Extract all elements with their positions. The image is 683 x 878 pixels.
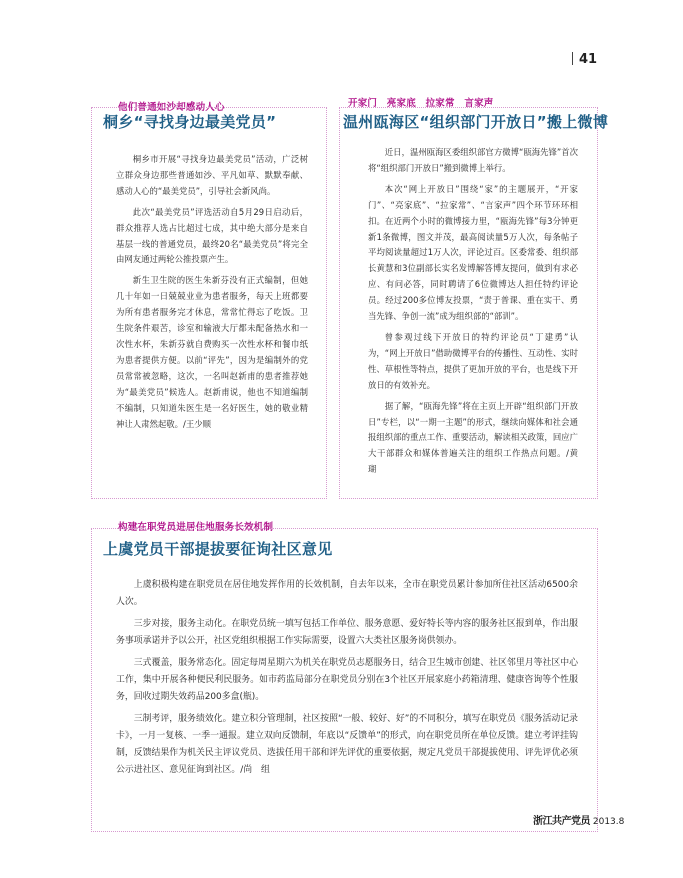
magazine-footer [533, 812, 624, 827]
left-article-body [116, 152, 308, 432]
bottom-article-kicker: 构建在职党员进居住地服务长效机制 [118, 522, 274, 533]
right-article-kicker: 开家门 亮家底 拉家常 言家声 [348, 98, 494, 109]
right-article-title: 温州瓯海区“组织部门开放日”搬上微博 [343, 113, 609, 131]
right-paragraph: 据了解，“瓯海先锋”将在主页上开辟“组织部门开放日”专栏，以“一期一主题”的形式，继续向媒体和社会通报组织部的重点工作、重要活动，解读相关政策，回应广大干部群众和媒体普遍关注的组织工作热点问题。/黄 瑚 [368, 400, 587, 475]
bottom-paragraph: 三制考评，服务绩效化。建立积分管理制，社区按照“一般、较好、好”的不同积分，填写在职党员《服务活动记录卡》，一月一复核、一季一通报。建立双向反馈制，年底以“反馈单”的形式，向在职党员所在单位反馈。建立考评挂钩制，反馈结果作为机关民主评议党员、选拔任用干部和评先评优的重要依据，规定凡党员干部提拔使用、评先评优必须公示进社区、意见征询到社区。/尚 组 [116, 714, 578, 775]
bottom-article-body [116, 577, 578, 779]
issue-number: 2013.8 [592, 817, 625, 827]
left-paragraph: 此次“最美党员”评选活动自5月29日启动后，群众推荐人选占比超过七成，其中绝大部分是来自基层一线的普通党员，最终20名“最美党员”将完全由网友通过两轮公推投票产生。 [116, 206, 308, 265]
magazine-logo: 浙江共产党员 [533, 816, 590, 827]
left-paragraph: 桐乡市开展“寻找身边最美党员”活动，广泛树立群众身边那些普通如沙、平凡如草、默默奉献、感动人心的“最美党员”，引导社会新风尚。 [116, 154, 308, 196]
bottom-paragraph: 三式覆盖，服务常态化。固定每周星期六为机关在职党员志愿服务日，结合卫生城市创建、社区邻里月等社区中心工作，集中开展各种便民利民服务。如市药监局部分在职党员分别在3个社区开展家庭小药箱清理、健康咨询等个性服务，回收过期失效药品200多盒(瓶)。 [116, 658, 578, 702]
right-paragraph: 曾参观过线下开放日的特约评论员“丁建勇”认为，“网上开放日”借助微博平台的传播性、互动性、实时性、草根性等特点，提供了更加开放的平台，也是线下开放日的有效补充。 [368, 331, 578, 390]
left-article-kicker: 他们普通如沙却感动人心 [118, 102, 225, 113]
bottom-paragraph: 上虞积极构建在职党员在居住地发挥作用的长效机制，自去年以来，全市在职党员累计参加所住社区活动6500余人次。 [116, 580, 578, 607]
bottom-article-title: 上虞党员干部提拔要征询社区意见 [103, 540, 333, 558]
right-paragraph: 近日，温州瓯海区委组织部官方微博“瓯海先锋”首次将“组织部门开放日”搬到微博上举行。 [368, 147, 578, 173]
right-paragraph: 本次“网上开放日”围绕“家”的主题展开，“开家门”、“亮家底”、“拉家常”、“言家声”四个环节环环相扣。在近两个小时的微博接力里，“瓯海先锋”每3分钟更新1条微博，图文并茂，最高阅读量5万人次，每条帖子平均阅读量超过1万人次，评论过百。区委常委、组织部长黄慧和3位副部长实名发博解答博友提问，做到有求必应、有问必答，同时聘请了6位微博达人担任特约评论员。经过200多位博友投票，“责于普课、重在实干、勇当先锋、争创一流”成为组织部的“部训”。 [368, 183, 578, 322]
bottom-paragraph: 三步对接，服务主动化。在职党员统一填写包括工作单位、服务意愿、爱好特长等内容的服务社区报到单，作出服务事项承诺并予以公开，社区党组织根据工作实际需要，设置六大类社区服务岗供领办。 [116, 619, 578, 646]
left-article-title: 桐乡“寻找身边最美党员” [103, 113, 277, 131]
left-paragraph: 新生卫生院的医生朱新芬没有正式编制，但她几十年如一日兢兢业业为患者服务，每天上班都要为所有患者服务完才休息，常常忙得忘了吃饭。卫生院条件艰苦，诊室和输液大厅都未配备热水和一次性水杯，朱新芬就自费购买一次性水杯和餐巾纸为患者提供方便。以前“评先”，因为是编制外的党员常常被忽略，这次，一名叫赵新甫的患者推荐她为“最美党员”候选人。赵新甫说，他也不知道编制不编制，只知道朱医生是一名好医生，她的敬业精神让人肃然起敬。/王少顺 [116, 275, 308, 429]
right-article-body [368, 145, 587, 478]
page-number: 41 [572, 52, 597, 67]
